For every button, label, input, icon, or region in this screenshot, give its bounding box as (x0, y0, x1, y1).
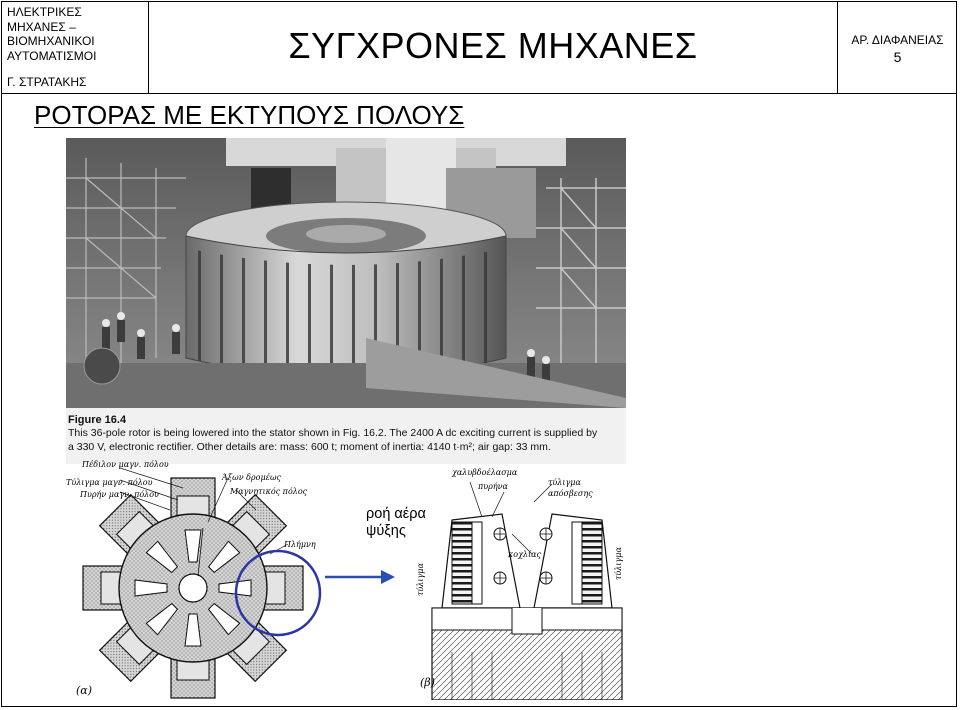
slide-number: 5 (893, 49, 902, 65)
course-line-1: ΗΛΕΚΤΡΙΚΕΣ (7, 5, 82, 19)
cooling-airflow-note (366, 506, 426, 540)
caption-line-2: a 330 V, electronic rectifier. Other details are: mass: 600 t; moment of inertia: 4140 t·m²; air gap: 33 mm. (68, 440, 551, 453)
label-core: πυρήνα (478, 482, 508, 491)
label-bolts: κοχλίας (508, 550, 541, 559)
label-hub: Πλήμνη (284, 540, 316, 549)
label-pole-winding: Τύλιγμα μαγν. πόλου (66, 478, 153, 487)
header-title-cell (149, 1, 837, 93)
author-name: Γ. ΣΤΡΑΤΑΚΗΣ (7, 74, 87, 89)
label-steel-lamination: χαλυβδοέλασμα (452, 468, 518, 477)
slide-header (1, 1, 957, 94)
rotor-photo (66, 138, 626, 408)
course-line-2: ΜΗΧΑΝΕΣ – (7, 19, 76, 34)
caption-line-1: This 36-pole rotor is being lowered into the stator shown in Fig. 16.2. The 2400 A dc exciting current is supplied by (68, 427, 598, 440)
label-pole-core: Πυρήν μαγν. πόλου (80, 490, 159, 499)
course-info (1, 1, 149, 93)
highlight-arrow (225, 545, 405, 645)
slide-number-cell (837, 1, 957, 93)
diagram-a-tag: (α) (76, 684, 93, 697)
label-rotor-shaft: Άξων δρομέως (222, 473, 281, 482)
diagram-b-tag: (β) (420, 676, 435, 689)
slide-title: ΣΥΓΧΡΟΝΕΣ ΜΗΧΑΝΕΣ (288, 25, 698, 66)
section-subtitle: ΡΟΤΟΡΑΣ ΜΕ ΕΚΤΥΠΟΥΣ ΠΟΛΟΥΣ (34, 100, 465, 130)
label-winding-right: τύλιγμα (614, 547, 623, 580)
airflow-line-2: ψύξης (366, 523, 406, 539)
course-line-4: ΑΥΤΟΜΑΤΙΣΜΟΙ (7, 48, 97, 63)
photo-caption (66, 408, 626, 464)
slide-number-label: ΑΡ. ΔΙΑΦΑΝΕΙΑΣ (851, 33, 944, 47)
airflow-line-1: ροή αέρα (366, 506, 426, 522)
label-damper-winding: τύλιγμα απόσβεσης (548, 478, 593, 498)
course-line-3: ΒΙΟΜΗΧΑΝΙΚΟΙ (7, 34, 95, 48)
figure-number: Figure 16.4 (68, 414, 127, 426)
label-winding-left: τύλιγμα (416, 563, 425, 596)
label-magnetic-pole: Μαγνητικός πόλος (230, 487, 308, 496)
label-pole-shoe: Πέδιλον μαγν. πόλου (82, 460, 169, 469)
